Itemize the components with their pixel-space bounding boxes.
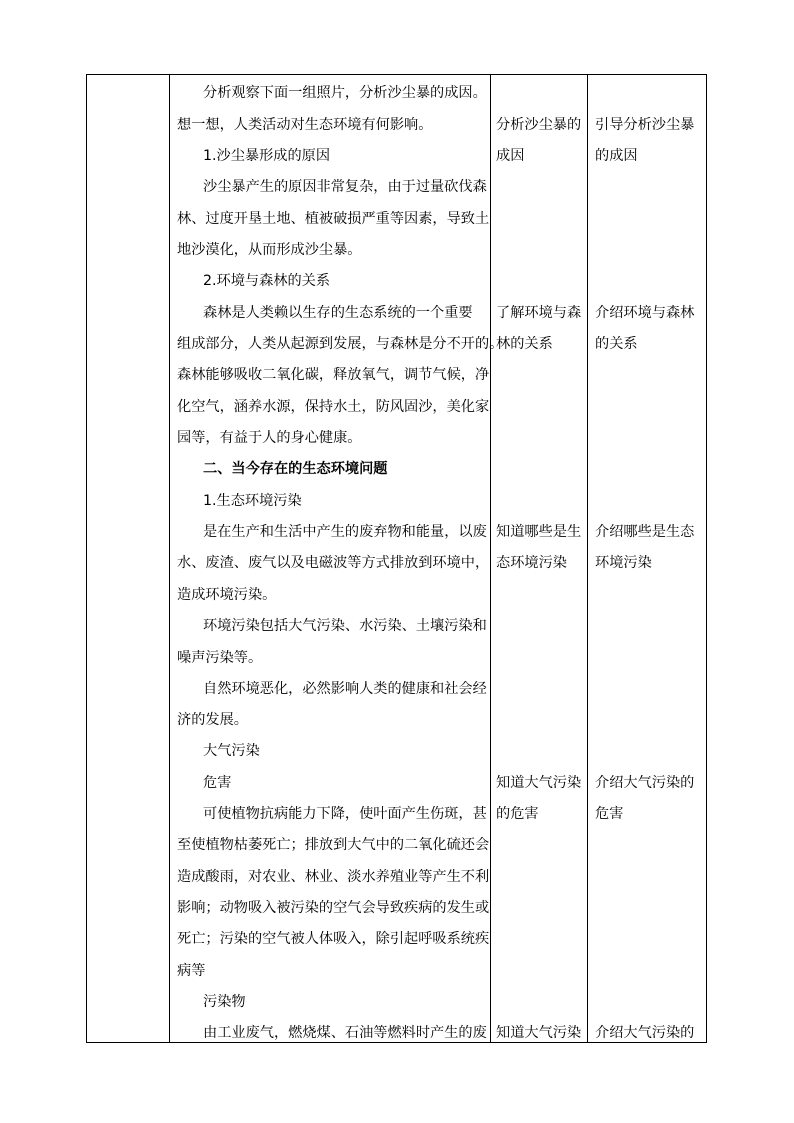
text-line: 介绍大气污染的 xyxy=(595,775,695,791)
text-line: 组成部分，人类从起源到发展，与森林是分不开的。 xyxy=(177,336,504,352)
text-line: 引导分析沙尘暴 xyxy=(595,117,695,133)
column-divider xyxy=(169,75,170,1042)
text-line: 知道大气污染 xyxy=(496,775,582,791)
text-line: 园等，有益于人的身心健康。 xyxy=(177,430,362,446)
text-line: 可使植物抗病能力下降，使叶面产生伤斑，甚 xyxy=(203,806,487,822)
column-divider xyxy=(490,75,491,1042)
text-line: 化空气，涵养水源，保持水土，防风固沙，美化家 xyxy=(177,399,490,415)
text-line: 知道哪些是生 xyxy=(496,524,582,540)
subheading: 大气污染 xyxy=(203,743,260,759)
text-line: 林的关系 xyxy=(496,336,553,352)
text-line: 造成酸雨，对农业、林业、淡水养殖业等产生不利 xyxy=(177,869,490,885)
text-line: 危害 xyxy=(595,806,624,822)
subheading: 污染物 xyxy=(203,994,246,1010)
text-line: 沙尘暴产生的原因非常复杂，由于过量砍伐森 xyxy=(203,179,487,195)
text-line: 森林是人类赖以生存的生态系统的一个重要 xyxy=(203,305,473,321)
text-line: 由工业废气，燃烧煤、石油等燃料时产生的废 xyxy=(203,1025,487,1041)
subheading: 1.生态环境污染 xyxy=(203,493,302,509)
text-line: 的关系 xyxy=(595,336,638,352)
text-line: 介绍大气污染的 xyxy=(595,1025,695,1041)
text-line: 是在生产和生活中产生的废弃物和能量，以废 xyxy=(203,524,487,540)
text-line: 介绍哪些是生态 xyxy=(595,524,695,540)
subheading: 2.环境与森林的关系 xyxy=(203,273,331,289)
column-divider xyxy=(587,75,588,1042)
text-line: 了解环境与森 xyxy=(496,305,582,321)
text-line: 环境污染包括大气污染、水污染、土壤污染和 xyxy=(203,618,487,634)
text-line: 态环境污染 xyxy=(496,555,567,571)
text-line: 分析沙尘暴的 xyxy=(496,117,582,133)
text-line: 地沙漠化，从而形成沙尘暴。 xyxy=(177,242,362,258)
text-line: 分析观察下面一组照片，分析沙尘暴的成因。 xyxy=(203,85,487,101)
text-line: 至使植物枯萎死亡；排放到大气中的二氧化硫还会 xyxy=(177,837,490,853)
lesson-plan-table xyxy=(86,74,707,1043)
text-line: 死亡；污染的空气被人体吸入，除引起呼吸系统疾 xyxy=(177,931,490,947)
text-line: 造成环境污染。 xyxy=(177,587,277,603)
section-heading: 二、当今存在的生态环境问题 xyxy=(203,461,388,477)
text-line: 想一想，人类活动对生态环境有何影响。 xyxy=(177,117,433,133)
text-line: 水、废渣、废气以及电磁波等方式排放到环境中， xyxy=(177,555,490,571)
text-line: 济的发展。 xyxy=(177,712,248,728)
subheading: 危害 xyxy=(203,775,232,791)
text-line: 的成因 xyxy=(595,148,638,164)
text-line: 知道大气污染 xyxy=(496,1025,582,1041)
text-line: 噪声污染等。 xyxy=(177,650,263,666)
text-line: 自然环境恶化，必然影响人类的健康和社会经 xyxy=(203,681,487,697)
text-line: 的危害 xyxy=(496,806,539,822)
text-line: 环境污染 xyxy=(595,555,652,571)
text-line: 介绍环境与森林 xyxy=(595,305,695,321)
text-line: 林、过度开垦土地、植被破损严重等因素，导致土 xyxy=(177,211,490,227)
text-line: 森林能够吸收二氧化碳，释放氧气，调节气候，净 xyxy=(177,367,490,383)
text-line: 成因 xyxy=(496,148,525,164)
text-line: 影响；动物吸入被污染的空气会导致疾病的发生或 xyxy=(177,900,490,916)
subheading: 1.沙尘暴形成的原因 xyxy=(203,148,331,164)
text-line: 病等 xyxy=(177,963,206,979)
